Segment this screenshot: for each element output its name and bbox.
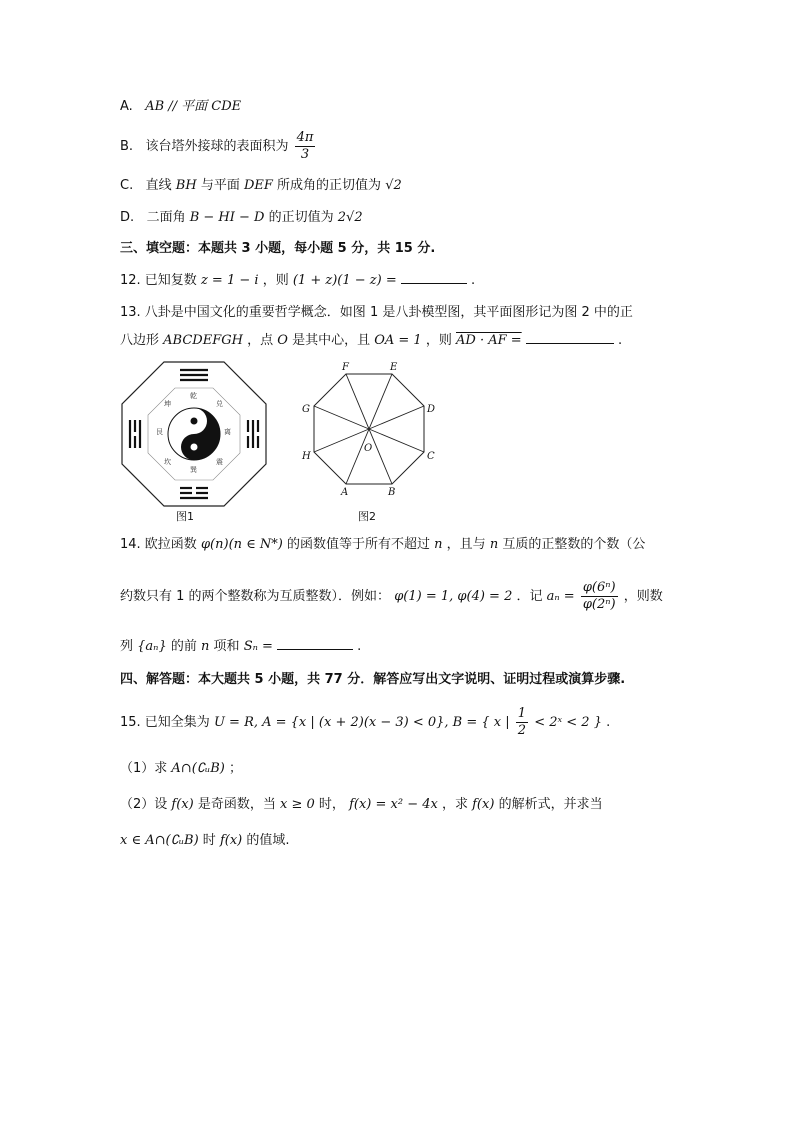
vertex-label: A: [341, 487, 349, 498]
question-13-line-1: 13. 八卦是中国文化的重要哲学概念．如图 1 是八卦模型图，其平面图形记为图 2 中的正: [120, 305, 633, 320]
answer-blank: [526, 331, 614, 344]
question-12: 12. 已知复数 z = 1 − i ，则 (1 + z)(1 − z) = .: [120, 273, 476, 288]
question-14-line-2: 约数只有 1 的两个整数称为互质整数）．例如： φ(1) = 1, φ(4) = 2 ．记 aₙ = $\frac{\text{φ(6ⁿ)}}{\text{φ(2ⁿ)}}$ ，则数: [120, 580, 663, 612]
vertex-label: D: [427, 404, 436, 415]
bagua-label: 震: [216, 458, 223, 466]
option-d: D. 二面角 B − HI − D 的正切值为 2√2: [120, 210, 363, 225]
vertex-label: E: [390, 362, 398, 373]
figure-2-octagon: [294, 360, 444, 510]
figure-1-caption: 图1: [176, 510, 194, 523]
yin-dot: [191, 418, 198, 425]
option-b-fraction: $\frac{4\pi}{3}$: [296, 130, 314, 162]
vertex-label: B: [388, 487, 396, 498]
question-15-part-2-cont: x ∈ A∩(∁ᵤB) 时 f(x) 的值域.: [120, 833, 290, 848]
question-13-line-2: 八边形 ABCDEFGH ，点 O 是其中心，且 OA = 1 ，则 AD · AF = .: [120, 333, 623, 348]
question-15-part-2: （2）设 f(x) 是奇函数，当 x ≥ 0 时， f(x) = x² − 4x ，求 f(x) 的解析式，并求当: [120, 797, 603, 812]
vertex-label: H: [302, 451, 311, 462]
vertex-labels: [301, 362, 435, 498]
answer-blank: [277, 637, 353, 650]
bagua-label: 坎: [164, 458, 171, 466]
section-3-heading: 三、填空题：本题共 3 小题，每小题 5 分，共 15 分.: [120, 241, 436, 256]
section-4-heading: 四、解答题：本大题共 5 小题，共 77 分．解答应写出文字说明、证明过程或演算步骤.: [120, 672, 626, 687]
question-15-line-1: 15. 已知全集为 U = R, A = {x | (x + 2)(x − 3) < 0}, B = { x | $\frac{1}{2}$ < 2ˣ < 2 } .: [120, 706, 611, 738]
vertex-label: G: [302, 404, 310, 415]
question-15-part-1: （1）求 A∩(∁ᵤB) ；: [120, 761, 243, 776]
a-n-fraction: $\frac{\text{φ(6ⁿ)}}{\text{φ(2ⁿ)}}$: [582, 580, 616, 612]
bagua-label: 兑: [216, 400, 223, 408]
figure-2-caption: 图2: [358, 510, 376, 523]
bagua-label: 巽: [190, 466, 197, 474]
vertex-label: C: [427, 451, 435, 462]
option-a-text: AB // 平面 CDE: [145, 99, 242, 114]
question-14-line-3: 列 {aₙ} 的前 n 项和 Sₙ = .: [120, 639, 362, 654]
bagua-label: 艮: [156, 428, 163, 436]
octagon-diagonals: [314, 374, 424, 484]
option-b: B. 该台塔外接球的表面积为 $\frac{4\pi}{3}$: [120, 130, 314, 162]
center-label: O: [364, 443, 373, 454]
vertex-label: F: [342, 362, 349, 373]
bagua-label: 坤: [164, 400, 171, 408]
bagua-label: 乾: [190, 392, 197, 400]
half-fraction: $\frac{1}{2}$: [517, 706, 527, 738]
bagua-label: 离: [224, 428, 231, 436]
question-14-line-1: 14. 欧拉函数 φ(n)(n ∈ N*) 的函数值等于所有不超过 n ，且与 n 互质的正整数的个数（公: [120, 537, 646, 552]
option-c: C. 直线 BH 与平面 DEF 所成角的正切值为 √2: [120, 178, 402, 193]
answer-blank: [401, 271, 467, 284]
figure-1-bagua: [120, 360, 268, 508]
yang-dot: [191, 444, 198, 451]
option-a: A. AB // 平面 CDE: [120, 99, 242, 114]
